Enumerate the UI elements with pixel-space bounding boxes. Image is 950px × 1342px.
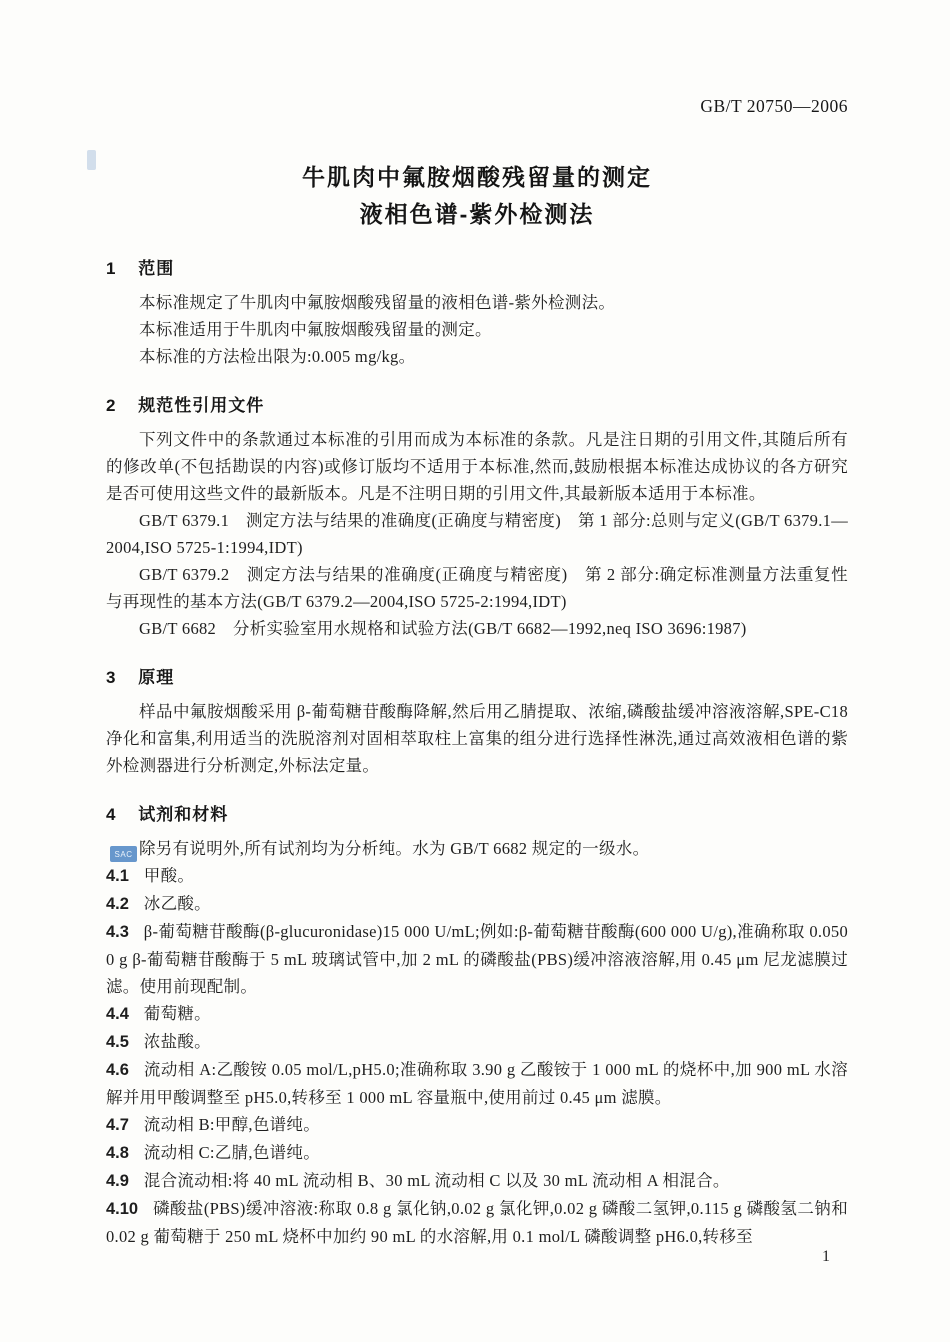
clause-number: 4.2 — [106, 895, 129, 913]
paragraph: 除另有说明外,所有试剂均为分析纯。水为 GB/T 6682 规定的一级水。 — [139, 839, 650, 858]
clause-text: 流动相 C:乙腈,色谱纯。 — [143, 1143, 321, 1162]
clause-text: 磷酸盐(PBS)缓冲溶液:称取 0.8 g 氯化钠,0.02 g 氯化钾,0.02 g 磷酸二氢钾,0.115 g 磷酸氢二钠和 0.02 g 葡萄糖于 250 mL 烧杯中加约 90 mL 的水溶解,用 0.1 mol/L 磷酸调整 pH6.0,转移至 — [106, 1199, 848, 1246]
section-title: 试剂和材料 — [138, 805, 229, 824]
standard-number: GB/T 20750—2006 — [700, 96, 848, 116]
section-scope — [106, 257, 848, 370]
clause-4-10 — [106, 1195, 848, 1250]
clause-text: 浓盐酸。 — [143, 1032, 211, 1051]
clause-number: 4.7 — [106, 1116, 129, 1134]
clause-text: 流动相 B:甲醇,色谱纯。 — [143, 1115, 321, 1134]
clause-4-5 — [106, 1028, 848, 1056]
section-title: 规范性引用文件 — [138, 396, 265, 415]
title-line-2: 液相色谱-紫外检测法 — [359, 201, 595, 227]
clause-4-3 — [106, 918, 848, 1000]
paragraph: 样品中氟胺烟酸采用 β-葡萄糖苷酸酶降解,然后用乙腈提取、浓缩,磷酸盐缓冲溶液溶解,SPE-C18 净化和富集,利用适当的洗脱溶剂对固相萃取柱上富集的组分进行选择性淋洗,通过高效液相色谱的紫外检测器进行分析测定,外标法定量。 — [106, 702, 848, 775]
paragraph: 下列文件中的条款通过本标准的引用而成为本标准的条款。凡是注日期的引用文件,其随后所有的修改单(不包括勘误的内容)或修订版均不适用于本标准,然而,鼓励根据本标准达成协议的各方研究是否可使用这些文件的最新版本。凡是不注明日期的引用文件,其最新版本适用于本标准。 — [106, 430, 848, 503]
section-number: 1 — [106, 259, 116, 278]
clause-text: 混合流动相:将 40 mL 流动相 B、30 mL 流动相 C 以及 30 mL 流动相 A 相混合。 — [143, 1171, 730, 1190]
reference-entry: GB/T 6682 分析实验室用水规格和试验方法(GB/T 6682—1992,neq ISO 3696:1987) — [139, 619, 747, 638]
section-heading-normative-references — [106, 394, 848, 417]
clause-number: 4.6 — [106, 1061, 129, 1079]
section-heading-scope — [106, 257, 848, 280]
paragraph: 本标准适用于牛肌肉中氟胺烟酸残留量的测定。 — [139, 320, 492, 339]
clause-number: 4.4 — [106, 1005, 129, 1023]
reference-entry: GB/T 6379.2 测定方法与结果的准确度(正确度与精密度) 第 2 部分:确定标准测量方法重复性与再现性的基本方法(GB/T 6379.2—2004,ISO 5725-2:1994,IDT) — [106, 565, 848, 611]
clause-number: 4.10 — [106, 1200, 139, 1218]
page-number: 1 — [822, 1248, 830, 1265]
section-title: 原理 — [138, 668, 175, 687]
clause-number: 4.8 — [106, 1144, 129, 1162]
section-normative-references — [106, 394, 848, 642]
clause-text: 冰乙酸。 — [143, 894, 211, 913]
document-content — [106, 0, 848, 1250]
clause-text: 流动相 A:乙酸铵 0.05 mol/L,pH5.0;准确称取 3.90 g 乙酸铵于 1 000 mL 的烧杯中,加 900 mL 水溶解并用甲酸调整至 pH5.0,转移至 1 000 mL 容量瓶中,使用前过 0.45 μm 滤膜。 — [106, 1060, 848, 1107]
clause-text: 葡萄糖。 — [143, 1004, 211, 1023]
title-line-1: 牛肌肉中氟胺烟酸残留量的测定 — [302, 164, 652, 190]
clause-4-8 — [106, 1139, 848, 1167]
watermark-label: SAC — [114, 849, 133, 859]
clause-4-2 — [106, 890, 848, 918]
document-title — [106, 159, 848, 233]
clause-text: β-葡萄糖苷酸酶(β-glucuronidase)15 000 U/mL;例如:β-葡萄糖苷酸酶(600 000 U/g),准确称取 0.050 0 g β-葡萄糖苷酸酶于 5 mL 玻璃试管中,加 2 mL 的磷酸盐(PBS)缓冲溶液溶解,用 0.45 μm 尼龙滤膜过滤。使用前现配制。 — [106, 922, 848, 996]
clause-number: 4.9 — [106, 1172, 129, 1190]
section-title: 范围 — [138, 259, 175, 278]
clause-4-7 — [106, 1111, 848, 1139]
section-number: 3 — [106, 668, 116, 687]
paragraph: 本标准规定了牛肌肉中氟胺烟酸残留量的液相色谱-紫外检测法。 — [139, 293, 616, 312]
section-number: 4 — [106, 805, 116, 824]
clause-4-4 — [106, 1000, 848, 1028]
clause-text: 甲酸。 — [143, 866, 195, 885]
clause-4-1 — [106, 862, 848, 890]
section-reagents-materials — [106, 803, 848, 1250]
clause-number: 4.1 — [106, 867, 129, 885]
section-heading-reagents-materials — [106, 803, 848, 826]
clause-number: 4.5 — [106, 1033, 129, 1051]
section-heading-principle — [106, 666, 848, 689]
section-principle — [106, 666, 848, 779]
scan-artifact — [87, 150, 96, 170]
clause-4-6 — [106, 1056, 848, 1111]
clause-number: 4.3 — [106, 923, 129, 941]
section-number: 2 — [106, 396, 116, 415]
clause-4-9 — [106, 1167, 848, 1195]
reference-entry: GB/T 6379.1 测定方法与结果的准确度(正确度与精密度) 第 1 部分:总则与定义(GB/T 6379.1—2004,ISO 5725-1:1994,IDT) — [106, 511, 848, 557]
paragraph: 本标准的方法检出限为:0.005 mg/kg。 — [139, 347, 416, 366]
